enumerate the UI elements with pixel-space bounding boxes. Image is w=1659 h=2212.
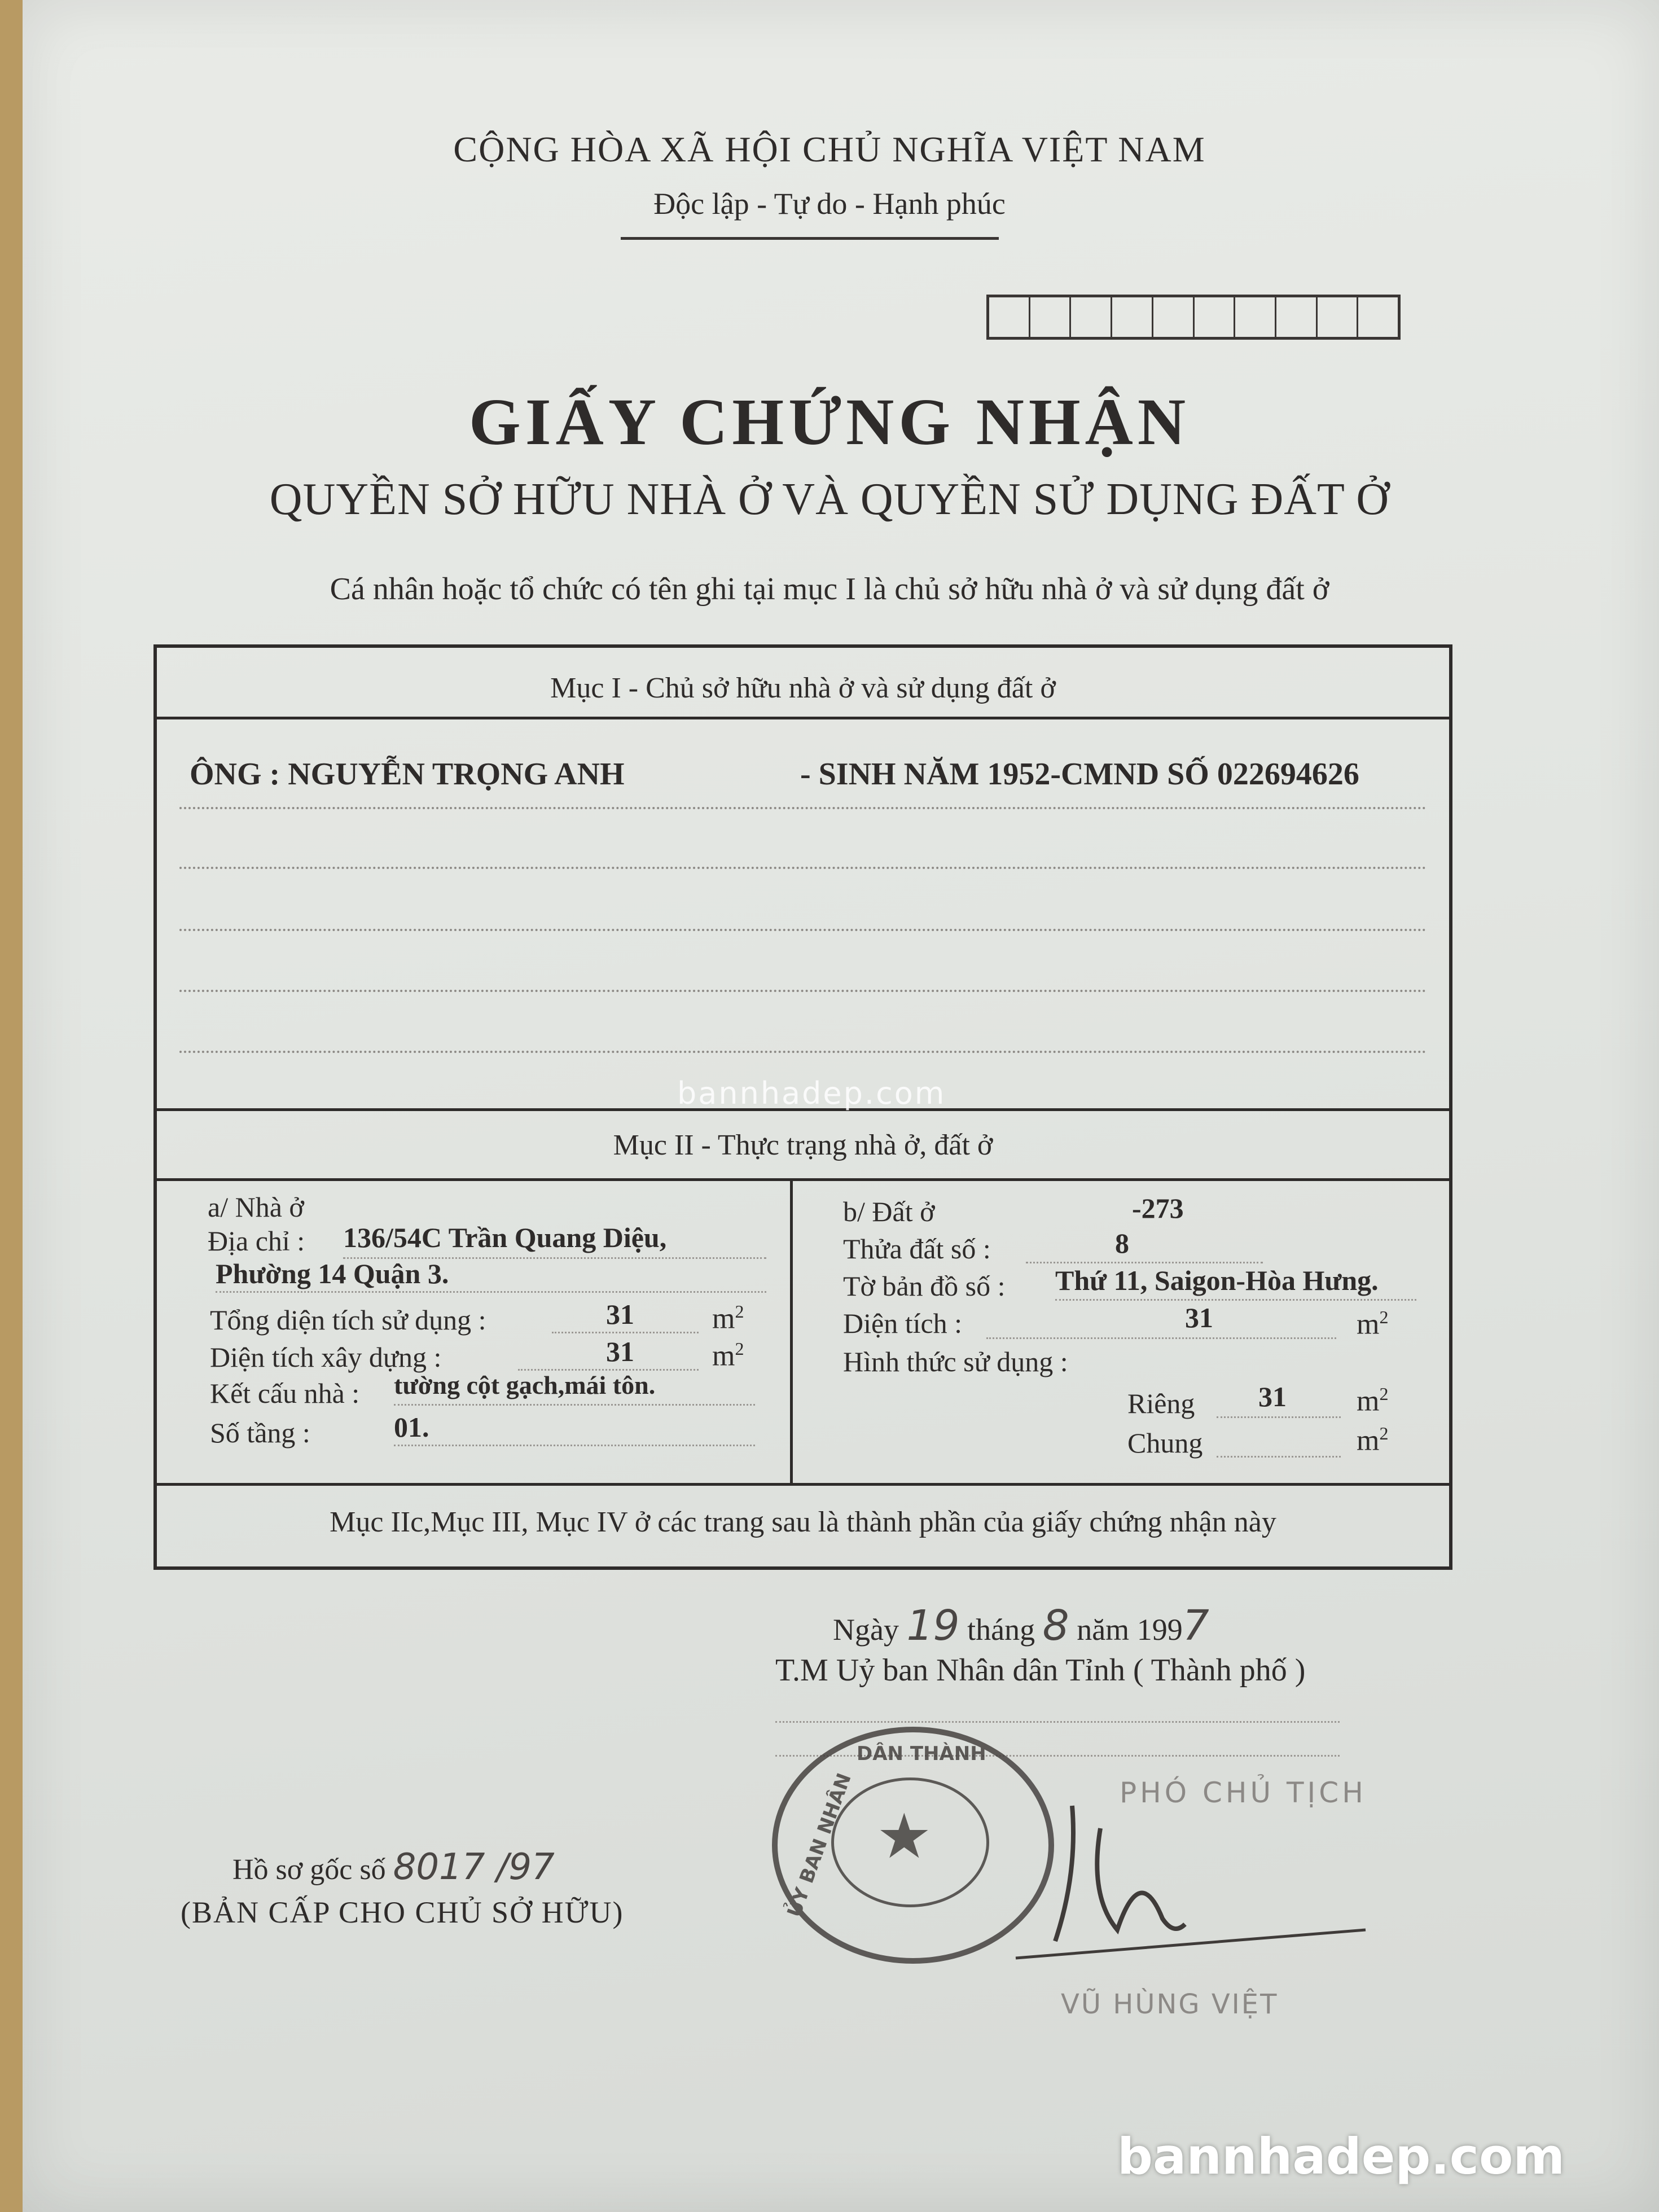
divider [157,717,1449,719]
private-value: 31 [1258,1381,1287,1412]
dotted-line [552,1332,699,1333]
national-motto: Độc lập - Tự do - Hạnh phúc [653,187,1006,221]
serial-cell [989,297,1030,337]
shared-label: Chung [1127,1427,1203,1459]
serial-cell [1030,297,1072,337]
serial-cell [1235,297,1276,337]
map-label: Tờ bản đồ số : [843,1270,1006,1302]
usage-label: Hình thức sử dụng : [843,1346,1068,1377]
signature-scribble [993,1794,1388,1975]
floors-value: 01. [394,1411,429,1443]
serial-cell [1276,297,1318,337]
plot-label: Thửa đất số : [843,1233,991,1265]
structure-label: Kết cấu nhà : [210,1377,360,1409]
dotted-line [394,1404,755,1406]
date-year-digit: 7 [1182,1601,1209,1650]
serial-cell [1358,297,1398,337]
land-heading: b/ Đất ở [843,1196,935,1227]
serial-cell [1112,297,1153,337]
built-area-label: Diện tích xây dựng : [210,1341,442,1373]
dotted-line [1026,1262,1263,1263]
private-label: Riêng [1127,1388,1195,1419]
divider [157,1483,1449,1486]
signer-name: VŨ HÙNG VIỆT [1061,1989,1279,2020]
section-2-heading: Mục II - Thực trạng nhà ở, đất ở [613,1129,993,1161]
divider [157,1178,1449,1181]
address-line-2: Phường 14 Quận 3. [216,1258,449,1289]
continuation-note: Mục IIc,Mục III, Mục IV ở các trang sau là thành phần của giấy chứng nhận này [330,1506,1276,1538]
dotted-line [1217,1456,1341,1458]
dotted-line [179,929,1427,931]
date-month: 8 [1042,1601,1069,1650]
dotted-line [775,1721,1340,1723]
seal-text-top: DÂN THÀNH [857,1743,986,1765]
floors-label: Số tầng : [210,1417,310,1449]
total-area-label: Tổng diện tích sử dụng : [210,1304,486,1336]
owner-details: - SINH NĂM 1952-CMND SỐ 022694626 [800,757,1359,792]
serial-cell [1318,297,1359,337]
map-value: Thứ 11, Saigon-Hòa Hưng. [1055,1265,1379,1296]
dotted-line [216,1291,766,1293]
signer-position: PHÓ CHỦ TỊCH [1120,1776,1367,1809]
dotted-line [179,990,1427,992]
dotted-line [394,1445,755,1446]
certificate-intro: Cá nhân hoặc tổ chức có tên ghi tại mục I là chủ sở hữu nhà ở và sử dụng đất ở [330,572,1329,607]
seal-star-icon: ★ [876,1800,932,1872]
motto-underline [621,237,999,240]
dotted-line [179,867,1427,869]
plot-value: 8 [1115,1227,1129,1259]
built-area-value: 31 [606,1336,634,1367]
certificate-subtitle: QUYỀN SỞ HỮU NHÀ Ở VÀ QUYỀN SỬ DỤNG ĐẤT Ở [269,475,1390,524]
file-number-value: 8017 /97 [393,1846,555,1888]
watermark-middle: bannhadep.com [677,1076,946,1111]
dotted-line [179,1051,1427,1053]
structure-value: tường cột gạch,mái tôn. [394,1371,656,1399]
house-heading: a/ Nhà ở [208,1191,304,1223]
date-day: 19 [906,1601,960,1650]
address-line-1: 136/54C Trần Quang Diệu, [343,1222,667,1253]
issuing-authority: T.M Uỷ ban Nhân dân Tỉnh ( Thành phố ) [775,1653,1306,1688]
area-unit: $m^2$ [712,1338,744,1372]
land-ref-code: -273 [1132,1192,1184,1224]
month-label: tháng [967,1613,1035,1647]
file-number-label: Hồ sơ gốc số [232,1854,386,1886]
dotted-line [1217,1416,1341,1418]
issue-date [833,1601,1209,1650]
owner-name: ÔNG : NGUYỄN TRỌNG ANH [190,757,625,792]
serial-cell [1195,297,1236,337]
serial-cell [1071,297,1112,337]
year-label: năm 199 [1077,1613,1183,1647]
area-unit: $m^2$ [1357,1423,1389,1457]
dotted-line [986,1337,1336,1339]
area-unit: $m^2$ [712,1301,744,1335]
serial-number-boxes [986,295,1401,340]
land-area-value: 31 [1185,1302,1213,1333]
dotted-line [179,807,1427,809]
certificate-title: GIẤY CHỨNG NHẬN [468,385,1191,459]
national-title: CỘNG HÒA XÃ HỘI CHỦ NGHĨA VIỆT NAM [453,129,1206,169]
file-number [232,1846,555,1888]
section-1-heading: Mục I - Chủ sở hữu nhà ở và sử dụng đất ở [550,672,1056,704]
total-area-value: 31 [606,1298,634,1330]
address-label: Địa chỉ : [208,1225,305,1257]
watermark-bottom: bannhadep.com [1117,2127,1565,2185]
area-unit: $m^2$ [1357,1307,1389,1341]
seal-text-left: ỦY BAN NHÂN [783,1770,856,1920]
area-unit: $m^2$ [1357,1384,1389,1417]
dotted-line [1055,1299,1416,1301]
date-prefix: Ngày [833,1613,899,1647]
column-divider [790,1181,793,1483]
serial-cell [1153,297,1195,337]
land-area-label: Diện tích : [843,1307,963,1339]
copy-note: (BẢN CẤP CHO CHỦ SỞ HỮU) [181,1895,624,1929]
